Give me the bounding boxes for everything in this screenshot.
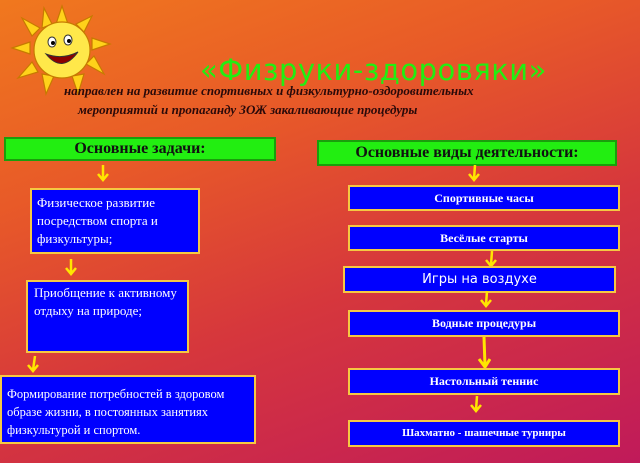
activity-item: Водные процедуры	[348, 310, 620, 337]
activity-item: Игры на воздухе	[343, 266, 616, 293]
subtitle-line-2: мероприятий и пропаганду ЗОЖ закаливающие процедуры	[78, 102, 418, 117]
arrow-down-icon	[64, 258, 78, 276]
activities-header: Основные виды деятельности:	[317, 140, 617, 166]
activity-item: Спортивные часы	[348, 185, 620, 211]
task-item: Формирование потребностей в здоровом образе жизни, в постоянных занятиях физкультурой и спортом.	[0, 375, 256, 444]
activity-item: Весёлые старты	[348, 225, 620, 251]
tasks-header: Основные задачи:	[4, 137, 276, 161]
activity-item: Настольный теннис	[348, 368, 620, 395]
arrow-down-icon	[467, 164, 481, 182]
arrow-down-icon	[479, 290, 493, 308]
subtitle-line-1: направлен на развитие спортивных и физкультурно-оздоровительных	[64, 83, 474, 98]
activity-item: Шахматно - шашечные турниры	[348, 420, 620, 447]
task-item: Приобщение к активному отдыху на природе;	[26, 280, 189, 353]
arrow-down-icon	[477, 336, 491, 368]
arrow-down-icon	[96, 164, 110, 182]
arrow-down-icon	[26, 355, 40, 373]
task-item: Физическое развитие посредством спорта и физкультуры;	[30, 188, 200, 254]
subtitle	[64, 81, 640, 119]
arrow-down-icon	[469, 395, 483, 413]
page-title: «Физруки-здоровяки»	[200, 53, 547, 87]
